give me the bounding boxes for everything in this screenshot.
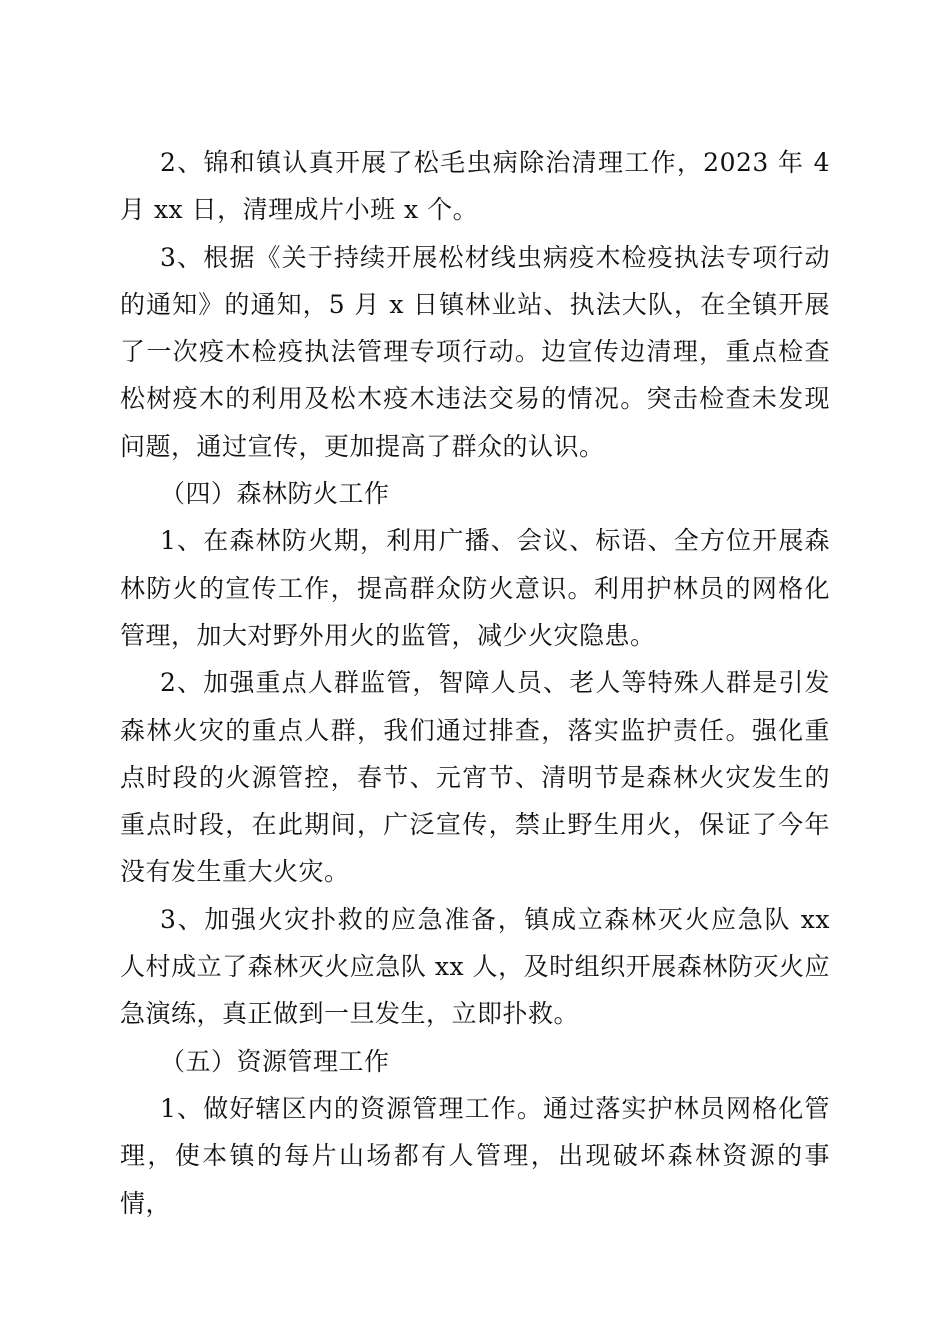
section-heading-forest-fire: （四）森林防火工作: [160, 479, 390, 509]
paragraph-item-3: 3、根据《关于持续开展松材线虫病疫木检疫执法专项行动的通知》的通知，5 月 x 日镇林业站、执法大队，在全镇开展了一次疫木检疫执法管理专项行动。边宣传边清理，重点检查松树疫木的利用及松木疫木违法交易的情况。突击检查未发现问题，通过宣传，更加提高了群众的认识。: [120, 242, 830, 461]
paragraph-resource-1: 1、做好辖区内的资源管理工作。通过落实护林员网格化管理，使本镇的每片山场都有人管理，出现破坏森林资源的事情，: [120, 1093, 830, 1218]
paragraph-fire-3: 3、加强火灾扑救的应急准备，镇成立森林灭火应急队 xx 人村成立了森林灭火应急队 xx 人，及时组织开展森林防灭火应急演练，真正做到一旦发生，立即扑救。: [120, 904, 830, 1029]
document-body: [120, 139, 830, 1227]
section-heading-resource-management: （五）资源管理工作: [160, 1046, 390, 1076]
paragraph-fire-1: 1、在森林防火期，利用广播、会议、标语、全方位开展森林防火的宣传工作，提高群众防火意识。利用护林员的网格化管理，加大对野外用火的监管，减少火灾隐患。: [120, 526, 830, 650]
paragraph-fire-2: 2、加强重点人群监管，智障人员、老人等特殊人群是引发森林火灾的重点人群，我们通过排查，落实监护责任。强化重点时段的火源管控，春节、元宵节、清明节是森林火灾发生的重点时段，在此期间，广泛宣传，禁止野生用火，保证了今年没有发生重大火灾。: [120, 668, 830, 887]
paragraph-item-2: 2、锦和镇认真开展了松毛虫病除治清理工作，2023 年 4 月 xx 日，清理成片小班 x 个。: [120, 148, 830, 225]
